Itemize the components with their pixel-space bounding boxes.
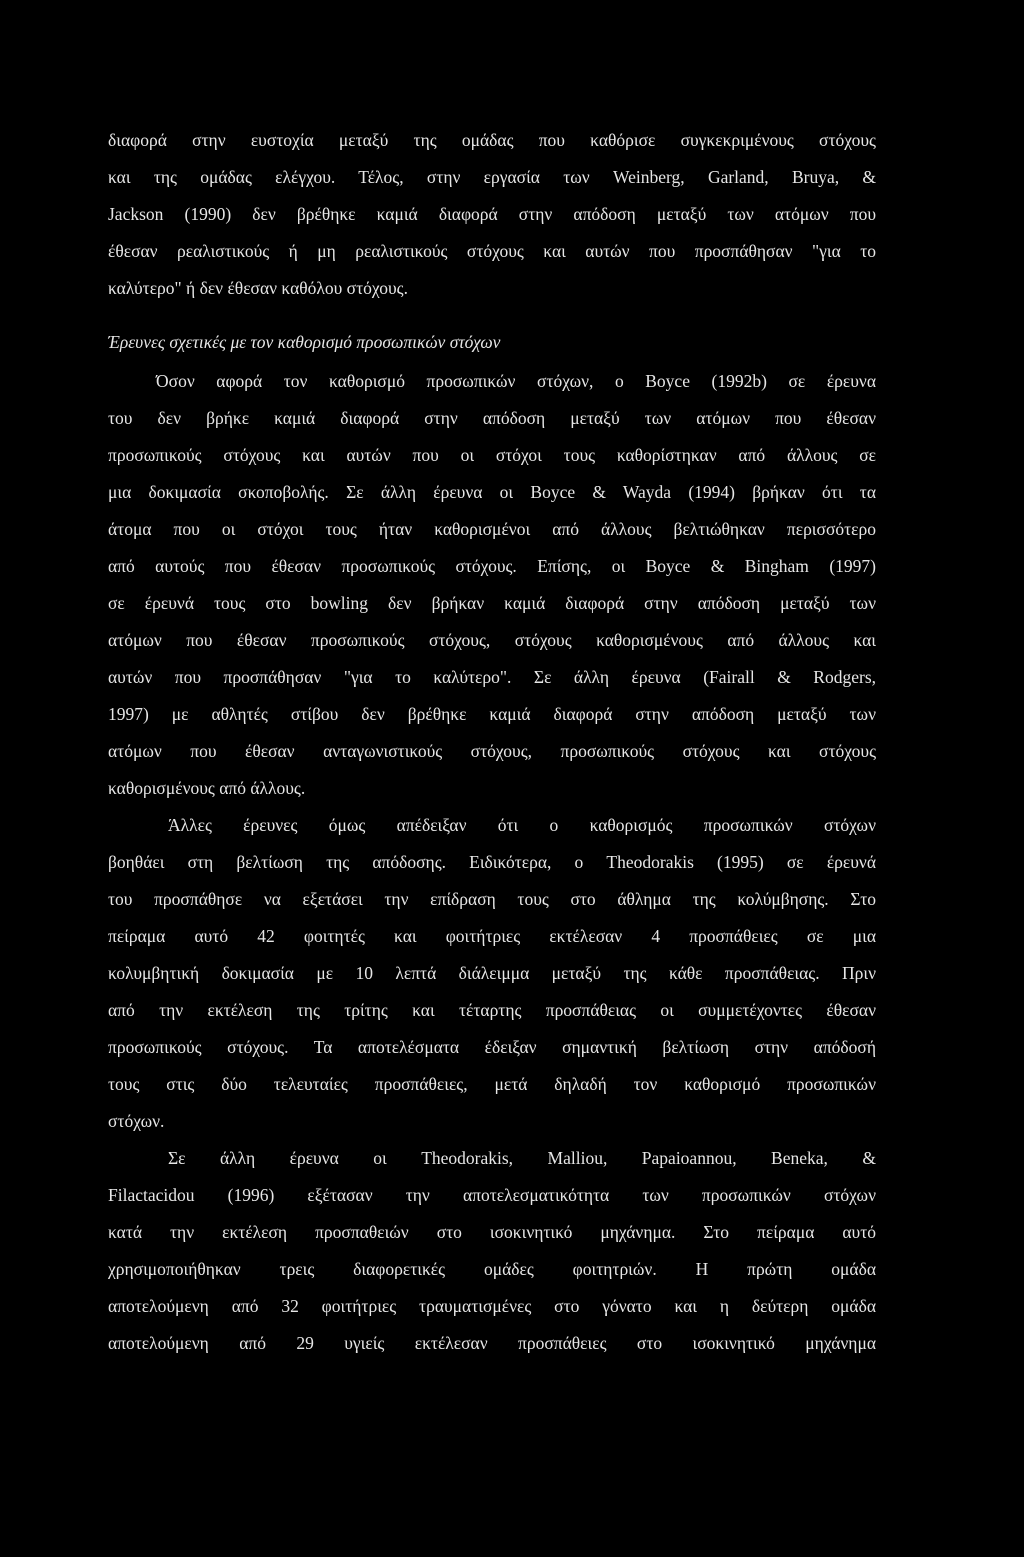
text-line: Filactacidou (1996) εξέτασαν την αποτελεσματικότητα των προσωπικών στόχων <box>108 1185 876 1205</box>
text-line: του προσπάθησε να εξετάσει την επίδραση τους στο άθλημα της κολύμβησης. Στο <box>108 889 876 909</box>
text-line: από την εκτέλεση της τρίτης και τέταρτης προσπάθειας οι συμμετέχοντες έθεσαν <box>108 1000 876 1020</box>
text-line: καθορισμένους από άλλους. <box>108 778 306 798</box>
text-line: αυτών που προσπάθησαν "για το καλύτερο". Σε άλλη έρευνα (Fairall & Rodgers, <box>108 667 876 687</box>
paragraph-3 <box>108 813 876 1133</box>
text-line: κατά την εκτέλεση προσπαθειών στο ισοκινητικό μηχάνημα. Στο πείραμα αυτό <box>108 1222 876 1242</box>
text-line: Σε άλλη έρευνα οι Theodorakis, Malliou, Papaioannou, Beneka, & <box>168 1148 876 1168</box>
text-line: βοηθάει στη βελτίωση της απόδοσης. Ειδικότερα, ο Theodorakis (1995) σε έρευνά <box>108 852 876 872</box>
text-line: προσωπικούς στόχους και αυτών που οι στόχοι τους καθορίστηκαν από άλλους σε <box>108 445 876 465</box>
text-line: αποτελούμενη από 29 υγιείς εκτέλεσαν προσπάθειες στο ισοκινητικό μηχάνημα <box>108 1333 876 1353</box>
text-line: πείραμα αυτό 42 φοιτητές και φοιτήτριες εκτέλεσαν 4 προσπάθειες σε μια <box>108 926 876 946</box>
text-line: από αυτούς που έθεσαν προσωπικούς στόχους. Επίσης, οι Boyce & Bingham (1997) <box>108 556 876 576</box>
text-line: άτομα που οι στόχοι τους ήταν καθορισμένοι από άλλους βελτιώθηκαν περισσότερο <box>108 519 876 539</box>
text-line: Όσον αφορά τον καθορισμό προσωπικών στόχων, ο Boyce (1992b) σε έρευνα <box>156 371 876 391</box>
text-line: τους στις δύο τελευταίες προσπάθειες, μετά δηλαδή τον καθορισμό προσωπικών <box>108 1074 876 1094</box>
text-line: ατόμων που έθεσαν προσωπικούς στόχους, στόχους καθορισμένους από άλλους και <box>108 630 876 650</box>
paragraph-4 <box>108 1146 876 1355</box>
text-line: Άλλες έρευνες όμως απέδειξαν ότι ο καθορισμός προσωπικών στόχων <box>168 815 876 835</box>
text-line: Jackson (1990) δεν βρέθηκε καμιά διαφορά στην απόδοση μεταξύ των ατόμων που <box>108 204 876 224</box>
text-line: έθεσαν ρεαλιστικούς ή μη ρεαλιστικούς στόχους και αυτών που προσπάθησαν "για το <box>108 241 876 261</box>
text-line: 1997) με αθλητές στίβου δεν βρέθηκε καμιά διαφορά στην απόδοση μεταξύ των <box>108 704 876 724</box>
text-line: του δεν βρήκε καμιά διαφορά στην απόδοση μεταξύ των ατόμων που έθεσαν <box>108 408 876 428</box>
text-line: καλύτερο" ή δεν έθεσαν καθόλου στόχους. <box>108 278 408 298</box>
paragraph-1 <box>108 128 876 300</box>
text-line: αποτελούμενη από 32 φοιτήτριες τραυματισμένες στο γόνατο και η δεύτερη ομάδα <box>108 1296 876 1316</box>
paragraph-2 <box>108 369 876 800</box>
section-heading: Έρευνες σχετικές με τον καθορισμό προσωπικών στόχων <box>108 332 501 352</box>
text-line: μια δοκιμασία σκοποβολής. Σε άλλη έρευνα οι Boyce & Wayda (1994) βρήκαν ότι τα <box>108 482 876 502</box>
text-line: χρησιμοποιήθηκαν τρεις διαφορετικές ομάδες φοιτητριών. Η πρώτη ομάδα <box>108 1259 876 1279</box>
text-line: διαφορά στην ευστοχία μεταξύ της ομάδας που καθόρισε συγκεκριμένους στόχους <box>108 130 876 150</box>
text-line: προσωπικούς στόχους. Τα αποτελέσματα έδειξαν σημαντική βελτίωση στην απόδοσή <box>108 1037 876 1057</box>
text-line: στόχων. <box>108 1111 165 1131</box>
document-page <box>108 128 876 1368</box>
text-line: ατόμων που έθεσαν ανταγωνιστικούς στόχους, προσωπικούς στόχους και στόχους <box>108 741 876 761</box>
text-line: κολυμβητική δοκιμασία με 10 λεπτά διάλειμμα μεταξύ της κάθε προσπάθειας. Πριν <box>108 963 876 983</box>
text-line: και της ομάδας ελέγχου. Τέλος, στην εργασία των Weinberg, Garland, Bruya, & <box>108 167 876 187</box>
text-line: σε έρευνά τους στο bowling δεν βρήκαν καμιά διαφορά στην απόδοση μεταξύ των <box>108 593 876 613</box>
